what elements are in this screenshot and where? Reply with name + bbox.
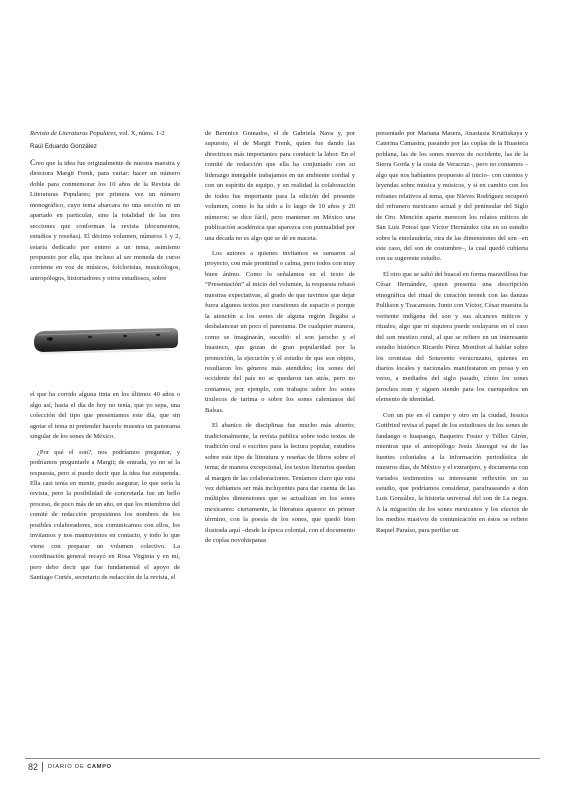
- paragraph: El abanico de disciplinas fue mucho más abierto; tradicionalmente, la revista publica sobre todo textos de tradición oral o escritos para la lectura popular, estudios sobre este tipo de literatura y reseñas de libros sobre el tema; de manera excepcional, los textos literarios quedan al margen de las colaboraciones. Teníamos claro que esta vez debíamos ser más incluyentes para dar cuenta de las múltiples dimensiones que se actualizan en los sones mexicanos: ciertamente, la literatura aparece en primer término, con la poesía de los sones, que quedó bien ilustrada aquí –desde la época colonial, con el documento de coplas novohispanas: [205, 422, 355, 545]
- author-name: Raúl Eduardo González: [30, 143, 97, 151]
- paragraph: ¿Por qué el son?, nos podríamos preguntar, y podríamos preguntarle a Margit; de entrada, yo no sé la respuesta, pero sí puedo decir que la idea fue estupenda. Ella casi tenía en mente, puedo asegurar, lo que sería la revista, pero la posibilidad de concretarla fue un bello proceso, de poco más de un año, en que los miembros del comité de redacción propusimos los nombres de los posibles colaboradores, nos comunicamos con ellos, los invitamos y nos mantuvimos en contacto, y todo lo que viene con preparar un volumen colectivo. La coordinación general recayó en Rosa Virginia y en mí, pero debo decir que fue fundamental el apoyo de Santiago Cortés, secretario de redacción de la revista, el: [30, 448, 180, 582]
- paragraph-text: reo que la idea fue originalmente de nuestra maestra y directora Margit Frenk, para variar: hacer un número doble para conmemorar los 10 años de la Revista de Literaturas Populares; por primera vez un número monográfico, cuyo tema abarcara no una sección ni un apartado en particular, sino la totalidad de las tres secciones que conforman la revista (documentos, estudios y reseñas). El décimo volumen, números 1 y 2, estaría dedicado por entero a un tema, asimismo propuesto por ella, que incluso al ser moneda de curso corriente en voz de músicos, folcloristas, musicólogos, antropólogos, historiadores y otros estudiosos, sobre: [30, 159, 180, 282]
- paragraph: [30, 158, 180, 284]
- column-1: [30, 129, 180, 589]
- paragraph: Con un pie en el campo y otro en la ciudad, Jessica Gottfried revisa el papel de los estudiosos de los sones de fandango o huapango, Baqueiro Foster y Téllez Girón, mientras que el antropólogo Jesús Jáuregui va de las fuentes coloniales a la información periodística de nuestros días, de México y el extranjero, y documenta con variados testimonios su interesante reflexión en su estudio, que podríamos considerar, parafraseando a don Luis González, la historia universal del son de La negra. A la migración de los sones mexicanos y los efectos de los medios masivos de comunicación en éstos se refiere Raquel Paraíso, para perfilar un: [376, 411, 528, 534]
- footer-divider: [25, 758, 540, 759]
- paragraph: El otro que se salió del huacal en forma maravillosa fue César Hernández, quien presenta una descripción etnográfica del ritual de curación teenek con las danzas Pulikson y Tzacamson. Junto con Víctor, César muestra la vertiente indígena del son y sus alcances míticos y rituales, algo que ni siquiera puede soslayarse en el caso del son mestizo rural, al que se refiere en un interesante estudio histórico Ricardo Pérez Montfort al hablar sobre los cronistas del Sotavento veracruzano, quienes en diarios locales y nacionales manifestaron en prosa y en verso, a mediados del siglo pasado, cómo los sones jarochos eran y siguen siendo para los cuenqueños un elemento de identidad.: [376, 270, 528, 404]
- journal-citation: [30, 129, 180, 139]
- column-2: [205, 129, 355, 552]
- publication-bold: CAMPO: [87, 764, 112, 770]
- flute-photo: [30, 306, 180, 370]
- wooden-instrument-image: [30, 306, 180, 370]
- publication-prefix: DIARIO DE: [47, 764, 88, 770]
- column-3: [376, 129, 528, 541]
- journal-details: , vol. X, núms. 1-2: [115, 130, 165, 137]
- footer-separator: [42, 762, 43, 772]
- paragraph: el que ha corrido alguna tinta en los últimos 40 años o algo así, hasta el día de hoy no tenía, que yo sepa, una colección del tipo que presentamos este día, que sin agotar el tema ni pretender hacerlo muestra un panorama singular de los sones de México.: [30, 391, 180, 441]
- publication-name: [48, 764, 112, 770]
- paragraph: Los autores a quienes invitamos se sumaron al proyecto, con más prontitud o calma, pero todos con muy buen ánimo. Como lo señalamos en el texto de “Presentación” al inicio del volumen, la respuesta rebasó nuestras expectativas, al grado de que tuvimos que dejar fuera algunos textos por cuestiones de espacio o porque la atención a los sones de alguna región llegaba a desbalancear un poco el panorama. De cualquier manera, como se imaginarán, sucedió: el son jarocho y el huasteco, que gozan de gran popularidad por la promoción, la ejecución y el estudio de que son objeto, resultaron los géneros más atendidos; los sones del occidente del país no se quedaron tan atrás, pero no contamos, por ejemplo, con trabajos sobre los sones tixtlecos de tarima o sobre los sones calentanos del Balsas.: [205, 249, 355, 414]
- journal-title: Revista de Literaturas Populares: [30, 130, 116, 137]
- drop-cap: C: [30, 156, 36, 167]
- page-number: 82: [28, 762, 39, 772]
- paragraph: de Berenice Granados, el de Gabriela Nava y, por supuesto, el de Margit Frenk, quien fue dando las directrices más importantes para conducir la labor. En el comité de redacción que ella ha conjuntado con su liderazgo innegable trabajamos en un ambiente cordial y con un espíritu de equipo, y en realidad la colaboración de todos fue importante para la edición del presente volumen, como lo ha sido a lo largo de 10 años y 20 números: se dice fácil, pero mantener en México una publicación académica que aparezca con puntualidad por una década no es algo que se dé en maceta.: [205, 130, 355, 242]
- paragraph: presentado por Mariana Masera, Anastasia Krutitskaya y Caterina Camastra, pasando por las coplas de la Huasteca poblana, las de los sones nuevos de occidente, las de la Sierra Gorda y la costa de Veracruz–, pero no contamos –algo que nos habíamos propuesto al inicio– con cuentos y leyendas sobre música y músicos, y sí en cambio con los refranes relativos al tema, que Nieves Rodríguez recuperó del refranero mexicano actual y del peninsular del Siglo de Oro. Mención aparte merecen los relatos míticos de San Luis Potosí que Víctor Hernández cita en su estudio sobre la etnolaudería, otra de las dimensiones del son –en este caso, del son de costumbre–, la cual quedó cubierta con su sugerente estudio.: [376, 130, 528, 263]
- page-footer: [28, 762, 112, 772]
